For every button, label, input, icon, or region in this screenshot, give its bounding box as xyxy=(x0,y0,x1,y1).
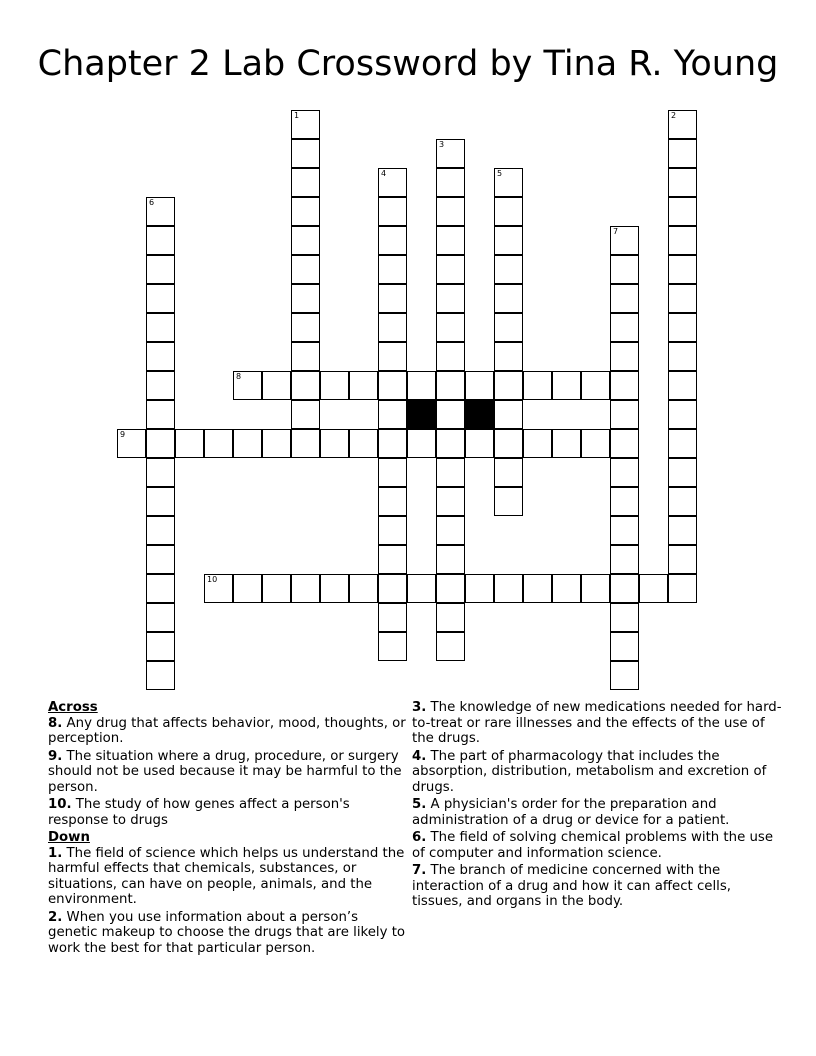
grid-cell[interactable] xyxy=(494,574,523,603)
clue-number: 9 xyxy=(120,430,126,439)
grid-cell[interactable] xyxy=(146,400,175,429)
grid-cell[interactable] xyxy=(146,574,175,603)
grid-cell[interactable] xyxy=(378,545,407,574)
grid-cell[interactable] xyxy=(668,313,697,342)
grid-cell[interactable] xyxy=(378,574,407,603)
grid-cell[interactable] xyxy=(668,371,697,400)
grid-cell[interactable] xyxy=(494,487,523,516)
grid-cell[interactable] xyxy=(610,661,639,690)
grid-cell[interactable] xyxy=(291,574,320,603)
clue-down-1: 1. The field of science which helps us understand the harmful effects that chemicals, substances, or situations, can have on people, animals, and the environment. xyxy=(48,845,405,907)
grid-cell[interactable] xyxy=(494,255,523,284)
grid-cell[interactable] xyxy=(465,429,494,458)
grid-cell[interactable] xyxy=(262,429,291,458)
grid-cell[interactable] xyxy=(668,168,697,197)
clue-number: 4 xyxy=(381,169,387,178)
clue-down-5: 5. A physician's order for the preparation and administration of a drug or device for a patient. xyxy=(412,797,730,828)
grid-cell[interactable] xyxy=(610,574,639,603)
grid-cell[interactable] xyxy=(494,400,523,429)
grid-cell[interactable] xyxy=(262,371,291,400)
clue-down-7: 7. The branch of medicine concerned with the interaction of a drug and how it can affect cells, tissues, and organs in the body. xyxy=(412,863,731,909)
clue-number: 6 xyxy=(149,198,155,207)
grid-cell[interactable] xyxy=(146,487,175,516)
grid-cell[interactable] xyxy=(610,255,639,284)
grid-cell[interactable] xyxy=(668,284,697,313)
across-heading: Across xyxy=(48,700,98,715)
grid-cell[interactable] xyxy=(349,574,378,603)
grid-cell[interactable] xyxy=(610,603,639,632)
grid-cell[interactable] xyxy=(378,429,407,458)
clue-number: 10 xyxy=(207,575,218,584)
grid-cell[interactable] xyxy=(465,371,494,400)
grid-cell[interactable] xyxy=(436,168,465,197)
grid-cell[interactable] xyxy=(233,371,262,400)
grid-cell[interactable] xyxy=(436,139,465,168)
grid-cell[interactable] xyxy=(407,574,436,603)
grid-cell[interactable] xyxy=(436,429,465,458)
grid-cell[interactable] xyxy=(668,487,697,516)
grid-cell[interactable] xyxy=(610,545,639,574)
grid-cell[interactable] xyxy=(291,284,320,313)
clue-down-4: 4. The part of pharmacology that includes the absorption, distribution, metabolism and excretion of drugs. xyxy=(412,748,767,795)
clue-down-2: 2. When you use information about a person’s genetic makeup to choose the drugs that are likely to work the best for that particular person. xyxy=(48,909,406,956)
grid-cell[interactable] xyxy=(610,516,639,545)
grid-cell[interactable] xyxy=(494,313,523,342)
grid-cell[interactable] xyxy=(378,458,407,487)
grid-cell[interactable] xyxy=(668,574,697,603)
grid-cell[interactable] xyxy=(146,284,175,313)
grid-cell[interactable] xyxy=(349,371,378,400)
grid-cell[interactable] xyxy=(378,632,407,661)
grid-cell[interactable] xyxy=(610,400,639,429)
grid-cell[interactable] xyxy=(668,458,697,487)
down-heading: Down xyxy=(48,830,90,845)
grid-cell[interactable] xyxy=(668,342,697,371)
grid-cell[interactable] xyxy=(291,313,320,342)
grid-cell[interactable] xyxy=(146,458,175,487)
grid-cell[interactable] xyxy=(610,487,639,516)
grid-cell[interactable] xyxy=(291,371,320,400)
grid-cell[interactable] xyxy=(378,603,407,632)
grid-cell[interactable] xyxy=(436,284,465,313)
page-title: Chapter 2 Lab Crossword by Tina R. Young xyxy=(37,44,779,84)
grid-cell[interactable] xyxy=(581,574,610,603)
grid-cell[interactable] xyxy=(204,574,233,603)
clue-down-6: 6. The field of solving chemical problems with the use of computer and information science. xyxy=(412,830,774,861)
grid-cell[interactable] xyxy=(407,371,436,400)
grid-cell[interactable] xyxy=(320,429,349,458)
grid-cell[interactable] xyxy=(436,400,465,429)
grid-cell[interactable] xyxy=(494,197,523,226)
grid-cell[interactable] xyxy=(291,226,320,255)
grid-cell[interactable] xyxy=(146,255,175,284)
grid-cell[interactable] xyxy=(494,429,523,458)
grid-cell[interactable] xyxy=(146,313,175,342)
grid-cell[interactable] xyxy=(146,516,175,545)
grid-cell[interactable] xyxy=(436,197,465,226)
grid-cell[interactable] xyxy=(610,458,639,487)
grid-cell[interactable] xyxy=(291,255,320,284)
clue-across-9: 9. The situation where a drug, procedure, or surgery should not be used because it may be harmful to the person. xyxy=(48,748,402,795)
grid-cell[interactable] xyxy=(378,226,407,255)
grid-cell[interactable] xyxy=(494,342,523,371)
grid-cell[interactable] xyxy=(378,255,407,284)
grid-cell[interactable] xyxy=(233,574,262,603)
grid-cell[interactable] xyxy=(291,342,320,371)
grid-cell[interactable] xyxy=(668,110,697,139)
clue-number: 7 xyxy=(613,227,619,236)
grid-block xyxy=(407,400,436,429)
grid-cell[interactable] xyxy=(378,342,407,371)
grid-cell[interactable] xyxy=(146,632,175,661)
clue-number: 1 xyxy=(294,111,300,120)
grid-cell[interactable] xyxy=(378,487,407,516)
grid-cell[interactable] xyxy=(494,168,523,197)
grid-cell[interactable] xyxy=(610,313,639,342)
grid-block xyxy=(465,400,494,429)
grid-cell[interactable] xyxy=(552,429,581,458)
grid-cell[interactable] xyxy=(436,603,465,632)
clue-across-10: 10. The study of how genes affect a person's response to drugs xyxy=(48,797,350,828)
grid-cell[interactable] xyxy=(436,574,465,603)
grid-cell[interactable] xyxy=(291,139,320,168)
grid-cell[interactable] xyxy=(610,284,639,313)
grid-cell[interactable] xyxy=(146,371,175,400)
grid-cell[interactable] xyxy=(465,574,494,603)
grid-cell[interactable] xyxy=(523,371,552,400)
grid-cell[interactable] xyxy=(262,574,291,603)
clues-right-column xyxy=(412,700,782,912)
grid-cell[interactable] xyxy=(668,400,697,429)
grid-cell[interactable] xyxy=(668,255,697,284)
grid-cell[interactable] xyxy=(146,661,175,690)
clue-number: 5 xyxy=(497,169,503,178)
grid-cell[interactable] xyxy=(436,458,465,487)
grid-cell[interactable] xyxy=(291,197,320,226)
grid-cell[interactable] xyxy=(378,400,407,429)
clue-number: 3 xyxy=(439,140,445,149)
grid-cell[interactable] xyxy=(639,574,668,603)
grid-cell[interactable] xyxy=(436,545,465,574)
grid-cell[interactable] xyxy=(494,458,523,487)
grid-cell[interactable] xyxy=(610,371,639,400)
grid-cell[interactable] xyxy=(494,284,523,313)
grid-cell[interactable] xyxy=(581,371,610,400)
grid-cell[interactable] xyxy=(146,429,175,458)
grid-cell[interactable] xyxy=(436,516,465,545)
grid-cell[interactable] xyxy=(668,226,697,255)
grid-cell[interactable] xyxy=(233,429,262,458)
grid-cell[interactable] xyxy=(668,139,697,168)
grid-cell[interactable] xyxy=(494,226,523,255)
grid-cell[interactable] xyxy=(291,110,320,139)
clue-across-8: 8. Any drug that affects behavior, mood, thoughts, or perception. xyxy=(48,715,406,746)
grid-cell[interactable] xyxy=(407,429,436,458)
grid-cell[interactable] xyxy=(436,342,465,371)
grid-cell[interactable] xyxy=(668,429,697,458)
grid-cell[interactable] xyxy=(117,429,146,458)
grid-cell[interactable] xyxy=(436,255,465,284)
clue-down-3: 3. The knowledge of new medications needed for hard-to-treat or rare illnesses and the effects of the use of the drugs. xyxy=(412,700,782,746)
grid-cell[interactable] xyxy=(668,545,697,574)
grid-cell[interactable] xyxy=(378,313,407,342)
grid-cell[interactable] xyxy=(581,429,610,458)
clues-left-column xyxy=(48,700,408,958)
clue-number: 8 xyxy=(236,372,242,381)
grid-cell[interactable] xyxy=(668,516,697,545)
grid-cell[interactable] xyxy=(523,429,552,458)
grid-cell[interactable] xyxy=(378,516,407,545)
grid-cell[interactable] xyxy=(436,487,465,516)
grid-cell[interactable] xyxy=(146,545,175,574)
grid-cell[interactable] xyxy=(552,371,581,400)
grid-cell[interactable] xyxy=(320,574,349,603)
grid-cell[interactable] xyxy=(668,197,697,226)
grid-cell[interactable] xyxy=(552,574,581,603)
grid-cell[interactable] xyxy=(436,632,465,661)
grid-cell[interactable] xyxy=(523,574,552,603)
grid-cell[interactable] xyxy=(291,168,320,197)
grid-cell[interactable] xyxy=(146,603,175,632)
grid-cell[interactable] xyxy=(436,313,465,342)
grid-cell[interactable] xyxy=(349,429,378,458)
grid-cell[interactable] xyxy=(378,168,407,197)
grid-cell[interactable] xyxy=(378,284,407,313)
grid-cell[interactable] xyxy=(610,632,639,661)
grid-cell[interactable] xyxy=(378,371,407,400)
grid-cell[interactable] xyxy=(204,429,233,458)
grid-cell[interactable] xyxy=(291,400,320,429)
grid-cell[interactable] xyxy=(146,197,175,226)
grid-cell[interactable] xyxy=(320,371,349,400)
grid-cell[interactable] xyxy=(291,429,320,458)
grid-cell[interactable] xyxy=(146,226,175,255)
clue-number: 2 xyxy=(671,111,677,120)
grid-cell[interactable] xyxy=(436,371,465,400)
grid-cell[interactable] xyxy=(146,342,175,371)
grid-cell[interactable] xyxy=(175,429,204,458)
grid-cell[interactable] xyxy=(494,371,523,400)
grid-cell[interactable] xyxy=(610,429,639,458)
grid-cell[interactable] xyxy=(610,226,639,255)
grid-cell[interactable] xyxy=(436,226,465,255)
grid-cell[interactable] xyxy=(378,197,407,226)
grid-cell[interactable] xyxy=(610,342,639,371)
